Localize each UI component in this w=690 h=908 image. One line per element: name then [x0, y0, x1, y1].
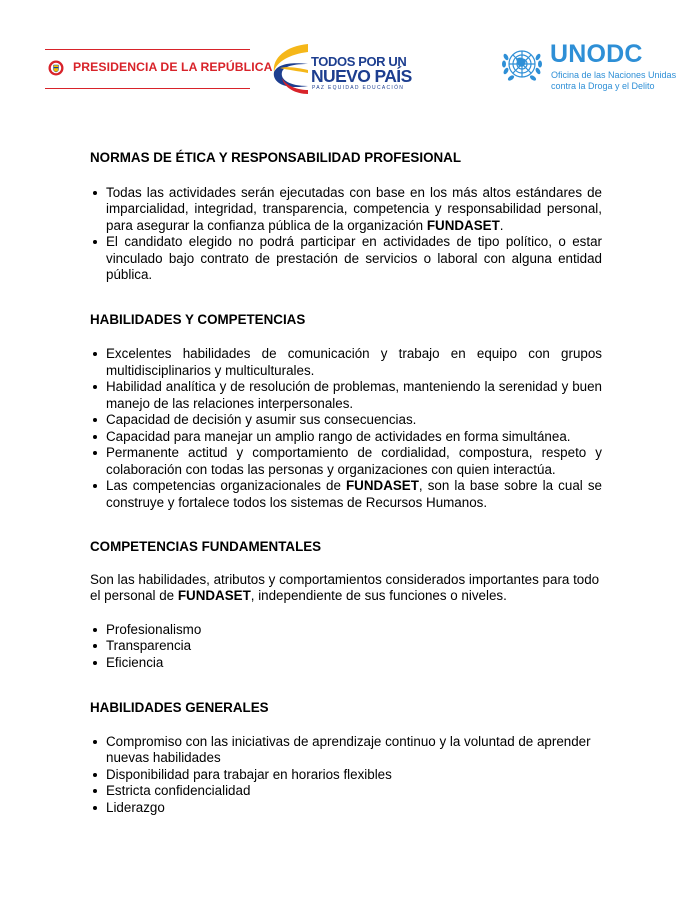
competencias-fundamentales-intro: Son las habilidades, atributos y comportamientos considerados importantes para todo el personal de FUNDASET, independiente de sus funciones o niveles.	[90, 571, 600, 603]
list-item: Capacidad para manejar un amplio rango de actividades en forma simultánea.	[90, 429, 602, 446]
list-item: Profesionalismo	[90, 622, 602, 639]
todos-por-un-nuevo-pais-logo	[268, 42, 412, 98]
list-item: Compromiso con las iniciativas de aprendizaje continuo y la voluntad de aprender nuevas habilidades	[90, 734, 602, 767]
list-item: Excelentes habilidades de comunicación y trabajo en equipo con grupos multidisciplinarios y multiculturales.	[90, 346, 602, 379]
list-item: Eficiencia	[90, 655, 602, 672]
list-item: Todas las actividades serán ejecutadas con base en los más altos estándares de imparcialidad, integridad, transparencia, competencia y responsabilidad personal, para asegurar la confianza pública de la organización FUNDASET.	[90, 185, 602, 235]
presidencia-name: PRESIDENCIA DE LA REPÚBLICA	[73, 60, 273, 74]
colombia-coat-of-arms-icon	[48, 60, 64, 76]
logo-tagline: PAZ EQUIDAD EDUCACIÓN	[312, 85, 405, 91]
section-title-normas-etica: NORMAS DE ÉTICA Y RESPONSABILIDAD PROFESIONAL	[90, 150, 462, 165]
section-title-habilidades-competencias: HABILIDADES Y COMPETENCIAS	[90, 311, 306, 327]
list-item: Habilidad analítica y de resolución de problemas, manteniendo la serenidad y buen manejo de las relaciones interpersonales.	[90, 379, 602, 412]
list-item: Estricta confidencialidad	[90, 783, 602, 800]
document-body	[90, 150, 602, 816]
logo-line-2: NUEVO PAÍS	[311, 66, 412, 86]
presidencia-logo	[45, 49, 273, 91]
habilidades-competencias-list	[90, 346, 602, 511]
unodc-subtitle-line-2: contra la Droga y el Delito	[551, 81, 655, 91]
competencias-fundamentales-list	[90, 622, 602, 672]
section-title-habilidades-generales: HABILIDADES GENERALES	[90, 700, 269, 715]
top-rule	[45, 49, 250, 50]
list-item: Capacidad de decisión y asumir sus consecuencias.	[90, 412, 602, 429]
list-item: Las competencias organizacionales de FUNDASET, son la base sobre la cual se construye y fortalece todos los sistemas de Recursos Humanos.	[90, 478, 602, 511]
list-item: Transparencia	[90, 638, 602, 655]
colombia-flag-swoosh-icon	[268, 42, 312, 98]
unodc-acronym: UNODC	[550, 40, 643, 68]
section-title-competencias-fundamentales: COMPETENCIAS FUNDAMENTALES	[90, 539, 322, 554]
logo-line-1: TODOS POR UN	[311, 54, 407, 69]
list-item: El candidato elegido no podrá participar en actividades de tipo político, o estar vinculado bajo contrato de prestación de servicios o laboral con alguna entidad pública.	[90, 234, 602, 284]
unodc-subtitle-line-1: Oficina de las Naciones Unidas	[551, 70, 677, 80]
bottom-rule	[45, 88, 250, 89]
un-emblem-icon	[500, 43, 544, 87]
unodc-logo	[500, 40, 680, 93]
list-item: Liderazgo	[90, 800, 602, 817]
list-item: Permanente actitud y comportamiento de cordialidad, compostura, respeto y colaboración con todas las personas y organizaciones con quien interactúa.	[90, 445, 602, 478]
normas-etica-list	[90, 185, 602, 284]
list-item: Disponibilidad para trabajar en horarios flexibles	[90, 767, 602, 784]
habilidades-generales-list	[90, 734, 602, 817]
